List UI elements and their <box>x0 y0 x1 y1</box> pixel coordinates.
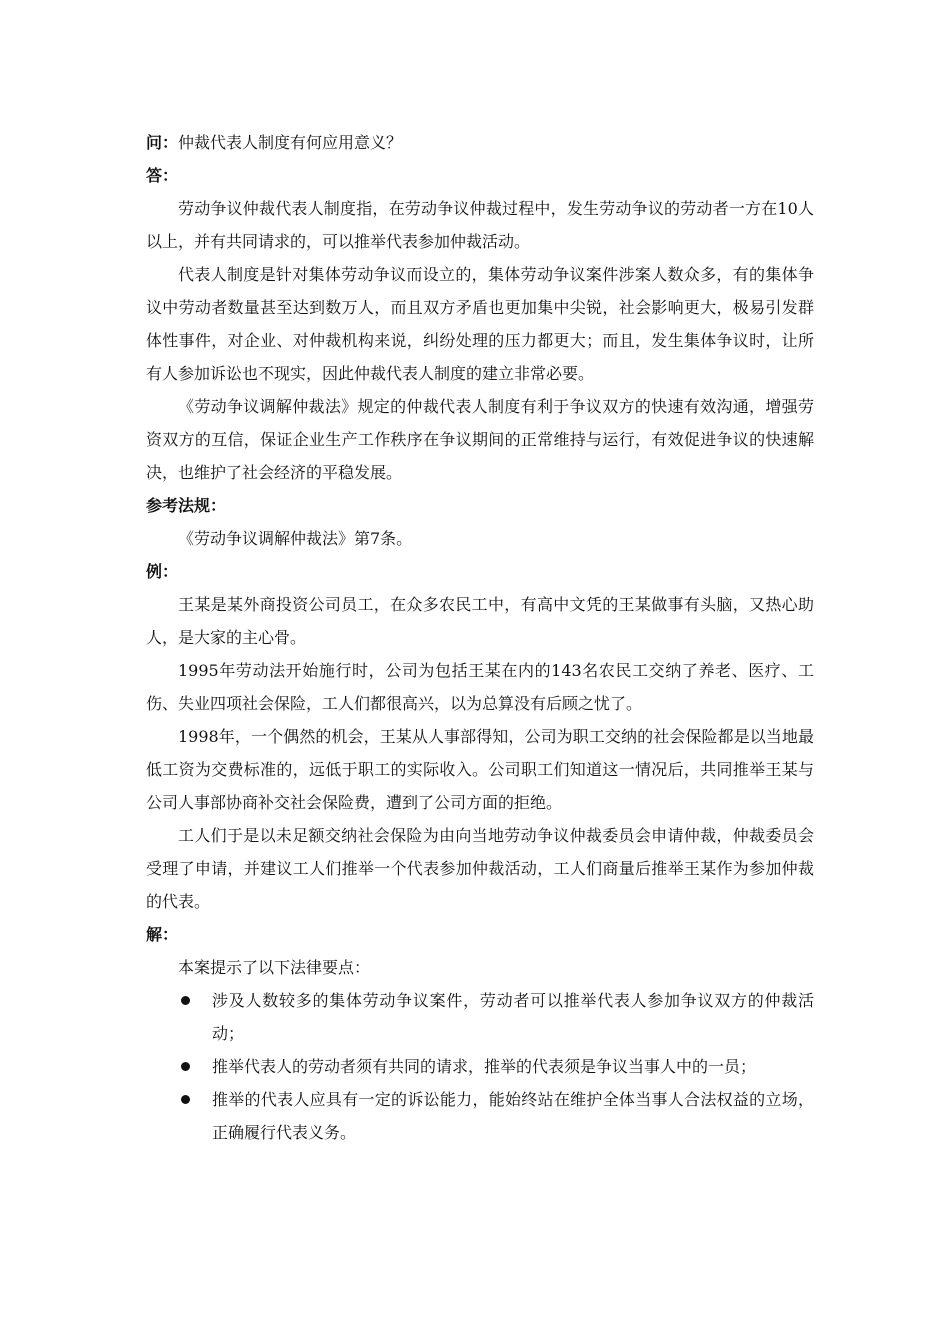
list-item-text: 推举代表人的劳动者须有共同的请求，推举的代表须是争议当事人中的一员； <box>212 1057 757 1076</box>
answer-paragraph: 代表人制度是针对集体劳动争议而设立的，集体劳动争议案件涉案人数众多，有的集体争议中劳动者数量甚至达到数万人，而且双方矛盾也更加集中尖锐，社会影响更大，极易引发群体性事件，对企业、对仲裁机构来说，纠纷处理的压力都更大；而且，发生集体争议时，让所有人参加诉讼也不现实，因此仲裁代表人制度的建立非常必要。 <box>146 265 814 383</box>
example-heading: 例： <box>146 562 179 581</box>
list-item <box>146 1050 814 1083</box>
reference-heading: 参考法规： <box>146 496 227 515</box>
document-body <box>146 126 814 1149</box>
list-item-text: 推举的代表人应具有一定的诉讼能力，能始终站在维护全体当事人合法权益的立场，正确履行代表义务。 <box>212 1090 814 1142</box>
example-paragraph: 1995年劳动法开始施行时，公司为包括王某在内的143名农民工交纳了养老、医疗、工伤、失业四项社会保险，工人们都很高兴，以为总算没有后顾之忧了。 <box>146 661 814 713</box>
question <box>146 126 814 159</box>
question-text: 仲裁代表人制度有何应用意义？ <box>178 133 403 152</box>
reference-text: 《劳动争议调解仲裁法》第7条。 <box>178 529 413 548</box>
answer-paragraph: 《劳动争议调解仲裁法》规定的仲裁代表人制度有利于争议双方的快速有效沟通，增强劳资双方的互信，保证企业生产工作秩序在争议期间的正常维持与运行，有效促进争议的快速解决，也维护了社会经济的平稳发展。 <box>146 397 814 482</box>
answer-heading: 答： <box>146 166 179 185</box>
example-paragraph: 1998年，一个偶然的机会，王某从人事部得知，公司为职工交纳的社会保险都是以当地最低工资为交费标准的，远低于职工的实际收入。公司职工们知道这一情况后，共同推举王某与公司人事部协商补交社会保险费，遭到了公司方面的拒绝。 <box>146 727 814 812</box>
solution-heading: 解： <box>146 925 179 944</box>
example-paragraph: 工人们于是以未足额交纳社会保险为由向当地劳动争议仲裁委员会申请仲裁，仲裁委员会受理了申请，并建议工人们推举一个代表参加仲裁活动，工人们商量后推举王某作为参加仲裁的代表。 <box>146 826 814 911</box>
solution-intro: 本案提示了以下法律要点： <box>178 958 371 977</box>
question-label: 问： <box>146 133 179 152</box>
key-points-list <box>146 984 814 1149</box>
bullet-icon <box>181 1095 190 1104</box>
list-item <box>146 984 814 1050</box>
bullet-icon <box>181 1062 190 1071</box>
list-item <box>146 1083 814 1149</box>
list-item-text: 涉及人数较多的集体劳动争议案件，劳动者可以推举代表人参加争议双方的仲裁活动； <box>212 991 814 1043</box>
bullet-icon <box>181 996 190 1005</box>
answer-paragraph: 劳动争议仲裁代表人制度指，在劳动争议仲裁过程中，发生劳动争议的劳动者一方在10人以上，并有共同请求的，可以推举代表参加仲裁活动。 <box>146 199 814 251</box>
example-paragraph: 王某是某外商投资公司员工，在众多农民工中，有高中文凭的王某做事有头脑，又热心助人，是大家的主心骨。 <box>146 595 814 647</box>
